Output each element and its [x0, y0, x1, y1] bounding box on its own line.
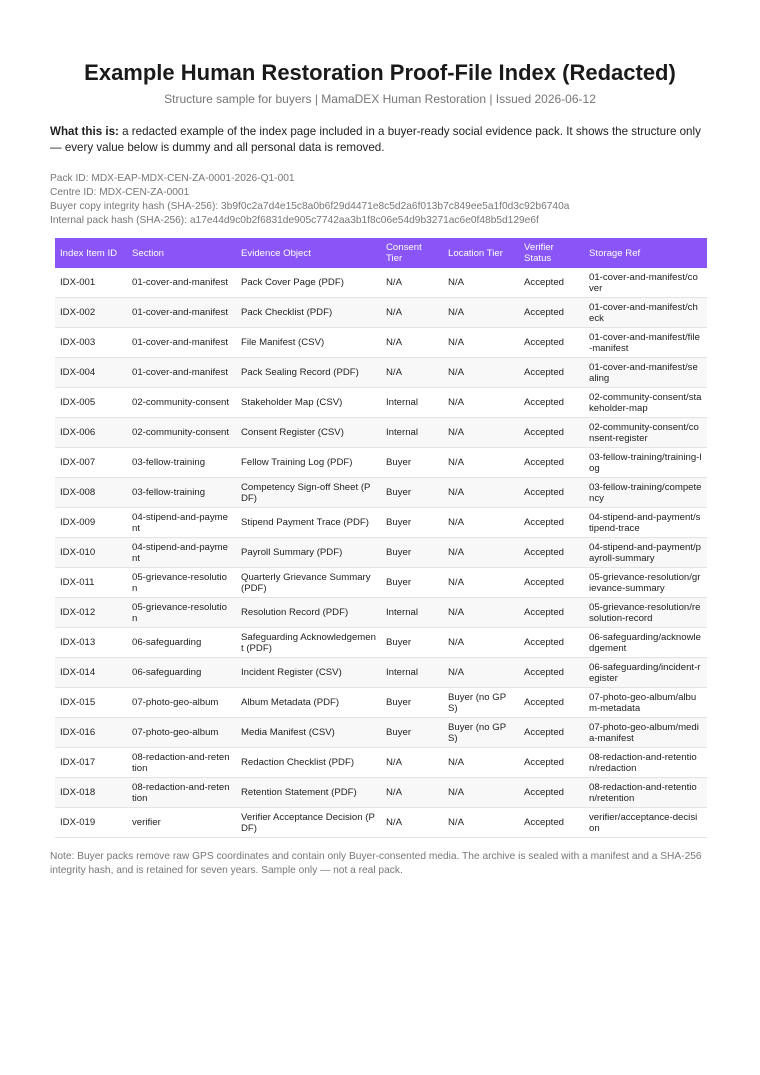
- index-item-id-cell: IDX-001: [55, 268, 127, 298]
- verifier-status-cell: Accepted: [519, 358, 584, 388]
- table-row: [55, 778, 707, 808]
- index-item-id-cell: IDX-004: [55, 358, 127, 388]
- location-tier-cell: N/A: [443, 658, 519, 688]
- verifier-status-cell: Accepted: [519, 298, 584, 328]
- evidence-object-cell: Payroll Summary (PDF): [236, 538, 381, 568]
- consent-tier-cell: N/A: [381, 358, 443, 388]
- location-tier-cell: N/A: [443, 448, 519, 478]
- section-cell: 01-cover-and-manifest: [127, 358, 236, 388]
- location-tier-cell: N/A: [443, 508, 519, 538]
- location-tier-cell: N/A: [443, 388, 519, 418]
- storage-ref-cell: 06-safeguarding/incident-register: [584, 658, 707, 688]
- column-header-evidence-object: Evidence Object: [236, 238, 381, 268]
- table-row: [55, 358, 707, 388]
- section-cell: 05-grievance-resolution: [127, 598, 236, 628]
- index-item-id-cell: IDX-010: [55, 538, 127, 568]
- column-header-location-tier: Location Tier: [443, 238, 519, 268]
- evidence-object-cell: Safeguarding Acknowledgement (PDF): [236, 628, 381, 658]
- storage-ref-cell: 07-photo-geo-album/album-metadata: [584, 688, 707, 718]
- storage-ref-cell: 04-stipend-and-payment/stipend-trace: [584, 508, 707, 538]
- index-item-id-cell: IDX-007: [55, 448, 127, 478]
- location-tier-cell: N/A: [443, 598, 519, 628]
- evidence-object-cell: Retention Statement (PDF): [236, 778, 381, 808]
- evidence-object-cell: Verifier Acceptance Decision (PDF): [236, 808, 381, 838]
- table-row: [55, 628, 707, 658]
- consent-tier-cell: Buyer: [381, 448, 443, 478]
- index-item-id-cell: IDX-019: [55, 808, 127, 838]
- section-cell: 02-community-consent: [127, 388, 236, 418]
- table-body: [55, 268, 707, 838]
- index-item-id-cell: IDX-014: [55, 658, 127, 688]
- location-tier-cell: N/A: [443, 808, 519, 838]
- table-row: [55, 418, 707, 448]
- storage-ref-cell: 01-cover-and-manifest/check: [584, 298, 707, 328]
- evidence-object-cell: Pack Sealing Record (PDF): [236, 358, 381, 388]
- evidence-object-cell: Stakeholder Map (CSV): [236, 388, 381, 418]
- pack-metadata: [50, 172, 710, 228]
- index-item-id-cell: IDX-005: [55, 388, 127, 418]
- intro-label: What this is:: [50, 125, 119, 138]
- index-item-id-cell: IDX-015: [55, 688, 127, 718]
- storage-ref-cell: 05-grievance-resolution/grievance-summary: [584, 568, 707, 598]
- consent-tier-cell: Internal: [381, 598, 443, 628]
- footer-note: Note: Buyer packs remove raw GPS coordinates and contain only Buyer-consented media. The archive is sealed with a manifest and a SHA-256 integrity hash, and is retained for seven years. Sample only — not a real pack.: [50, 851, 702, 876]
- consent-tier-cell: Internal: [381, 418, 443, 448]
- table-row: [55, 718, 707, 748]
- index-item-id-cell: IDX-017: [55, 748, 127, 778]
- consent-tier-cell: Buyer: [381, 628, 443, 658]
- storage-ref-cell: 01-cover-and-manifest/sealing: [584, 358, 707, 388]
- evidence-object-cell: Incident Register (CSV): [236, 658, 381, 688]
- table-row: [55, 328, 707, 358]
- table-row: [55, 508, 707, 538]
- location-tier-cell: N/A: [443, 538, 519, 568]
- consent-tier-cell: N/A: [381, 298, 443, 328]
- location-tier-cell: N/A: [443, 778, 519, 808]
- evidence-object-cell: Consent Register (CSV): [236, 418, 381, 448]
- index-item-id-cell: IDX-009: [55, 508, 127, 538]
- verifier-status-cell: Accepted: [519, 508, 584, 538]
- verifier-status-cell: Accepted: [519, 658, 584, 688]
- storage-ref-cell: verifier/acceptance-decision: [584, 808, 707, 838]
- consent-tier-cell: Buyer: [381, 718, 443, 748]
- evidence-object-cell: Pack Checklist (PDF): [236, 298, 381, 328]
- verifier-status-cell: Accepted: [519, 628, 584, 658]
- table-row: [55, 688, 707, 718]
- consent-tier-cell: Buyer: [381, 688, 443, 718]
- location-tier-cell: Buyer (no GPS): [443, 718, 519, 748]
- table-row: [55, 448, 707, 478]
- evidence-object-cell: Pack Cover Page (PDF): [236, 268, 381, 298]
- location-tier-cell: N/A: [443, 418, 519, 448]
- section-cell: 06-safeguarding: [127, 658, 236, 688]
- evidence-object-cell: Resolution Record (PDF): [236, 598, 381, 628]
- verifier-status-cell: Accepted: [519, 418, 584, 448]
- section-cell: 06-safeguarding: [127, 628, 236, 658]
- table-row: [55, 808, 707, 838]
- index-item-id-cell: IDX-012: [55, 598, 127, 628]
- index-item-id-cell: IDX-013: [55, 628, 127, 658]
- pack-id: Pack ID: MDX-EAP-MDX-CEN-ZA-0001-2026-Q1-001: [50, 173, 295, 184]
- internal-pack-hash: Internal pack hash (SHA-256): a17e44d9c0b2f6831de905c7742aa3b1f8c06e54d9b3271ac6e0f48b5d129e6f: [50, 215, 539, 226]
- verifier-status-cell: Accepted: [519, 748, 584, 778]
- location-tier-cell: N/A: [443, 298, 519, 328]
- index-item-id-cell: IDX-006: [55, 418, 127, 448]
- intro-paragraph: [50, 124, 710, 156]
- location-tier-cell: N/A: [443, 568, 519, 598]
- verifier-status-cell: Accepted: [519, 808, 584, 838]
- location-tier-cell: N/A: [443, 358, 519, 388]
- buyer-integrity-hash: Buyer copy integrity hash (SHA-256): 3b9f0c2a7d4e15c8a0b6f29d4471e8c5d2a6f013b7c849ee5a1f0d3c92b6740a: [50, 201, 570, 212]
- table-row: [55, 598, 707, 628]
- section-cell: 07-photo-geo-album: [127, 718, 236, 748]
- index-item-id-cell: IDX-016: [55, 718, 127, 748]
- section-cell: 01-cover-and-manifest: [127, 328, 236, 358]
- location-tier-cell: N/A: [443, 628, 519, 658]
- evidence-object-cell: Album Metadata (PDF): [236, 688, 381, 718]
- storage-ref-cell: 01-cover-and-manifest/cover: [584, 268, 707, 298]
- location-tier-cell: N/A: [443, 478, 519, 508]
- location-tier-cell: N/A: [443, 268, 519, 298]
- consent-tier-cell: Buyer: [381, 508, 443, 538]
- section-cell: 08-redaction-and-retention: [127, 748, 236, 778]
- consent-tier-cell: Buyer: [381, 478, 443, 508]
- storage-ref-cell: 06-safeguarding/acknowledgement: [584, 628, 707, 658]
- index-item-id-cell: IDX-003: [55, 328, 127, 358]
- storage-ref-cell: 08-redaction-and-retention/redaction: [584, 748, 707, 778]
- page-title: Example Human Restoration Proof-File Index (Redacted): [84, 60, 676, 85]
- table-row: [55, 268, 707, 298]
- index-table: [55, 238, 707, 838]
- evidence-object-cell: Redaction Checklist (PDF): [236, 748, 381, 778]
- index-item-id-cell: IDX-008: [55, 478, 127, 508]
- location-tier-cell: N/A: [443, 328, 519, 358]
- column-header-storage-ref: Storage Ref: [584, 238, 707, 268]
- table-row: [55, 538, 707, 568]
- consent-tier-cell: N/A: [381, 778, 443, 808]
- section-cell: 08-redaction-and-retention: [127, 778, 236, 808]
- verifier-status-cell: Accepted: [519, 568, 584, 598]
- table-row: [55, 388, 707, 418]
- table-row: [55, 658, 707, 688]
- storage-ref-cell: 05-grievance-resolution/resolution-record: [584, 598, 707, 628]
- consent-tier-cell: N/A: [381, 328, 443, 358]
- section-cell: 05-grievance-resolution: [127, 568, 236, 598]
- storage-ref-cell: 08-redaction-and-retention/retention: [584, 778, 707, 808]
- section-cell: 01-cover-and-manifest: [127, 298, 236, 328]
- consent-tier-cell: Buyer: [381, 538, 443, 568]
- storage-ref-cell: 02-community-consent/stakeholder-map: [584, 388, 707, 418]
- verifier-status-cell: Accepted: [519, 718, 584, 748]
- evidence-object-cell: Fellow Training Log (PDF): [236, 448, 381, 478]
- consent-tier-cell: Internal: [381, 658, 443, 688]
- table-row: [55, 748, 707, 778]
- index-item-id-cell: IDX-011: [55, 568, 127, 598]
- verifier-status-cell: Accepted: [519, 598, 584, 628]
- verifier-status-cell: Accepted: [519, 328, 584, 358]
- column-header-section: Section: [127, 238, 236, 268]
- evidence-object-cell: Quarterly Grievance Summary (PDF): [236, 568, 381, 598]
- verifier-status-cell: Accepted: [519, 388, 584, 418]
- table-row: [55, 298, 707, 328]
- evidence-object-cell: Competency Sign-off Sheet (PDF): [236, 478, 381, 508]
- column-header-index-item-id: Index Item ID: [55, 238, 127, 268]
- verifier-status-cell: Accepted: [519, 448, 584, 478]
- storage-ref-cell: 03-fellow-training/competency: [584, 478, 707, 508]
- consent-tier-cell: Internal: [381, 388, 443, 418]
- intro-text: a redacted example of the index page included in a buyer-ready social evidence pack. It shows the structure only — every value below is dummy and all personal data is removed.: [50, 125, 701, 154]
- consent-tier-cell: N/A: [381, 268, 443, 298]
- consent-tier-cell: N/A: [381, 748, 443, 778]
- page-subtitle: Structure sample for buyers | MamaDEX Human Restoration | Issued 2026-06-12: [164, 92, 596, 106]
- section-cell: 01-cover-and-manifest: [127, 268, 236, 298]
- location-tier-cell: Buyer (no GPS): [443, 688, 519, 718]
- verifier-status-cell: Accepted: [519, 688, 584, 718]
- centre-id: Centre ID: MDX-CEN-ZA-0001: [50, 187, 190, 198]
- table-row: [55, 478, 707, 508]
- table-row: [55, 568, 707, 598]
- section-cell: 04-stipend-and-payment: [127, 508, 236, 538]
- section-cell: 04-stipend-and-payment: [127, 538, 236, 568]
- storage-ref-cell: 01-cover-and-manifest/file-manifest: [584, 328, 707, 358]
- index-item-id-cell: IDX-002: [55, 298, 127, 328]
- column-header-verifier-status: Verifier Status: [519, 238, 584, 268]
- section-cell: 07-photo-geo-album: [127, 688, 236, 718]
- storage-ref-cell: 03-fellow-training/training-log: [584, 448, 707, 478]
- table-header-row: [55, 238, 707, 268]
- consent-tier-cell: N/A: [381, 808, 443, 838]
- storage-ref-cell: 07-photo-geo-album/media-manifest: [584, 718, 707, 748]
- evidence-object-cell: Media Manifest (CSV): [236, 718, 381, 748]
- evidence-object-cell: File Manifest (CSV): [236, 328, 381, 358]
- verifier-status-cell: Accepted: [519, 778, 584, 808]
- consent-tier-cell: Buyer: [381, 568, 443, 598]
- section-cell: 03-fellow-training: [127, 448, 236, 478]
- storage-ref-cell: 04-stipend-and-payment/payroll-summary: [584, 538, 707, 568]
- section-cell: 02-community-consent: [127, 418, 236, 448]
- section-cell: 03-fellow-training: [127, 478, 236, 508]
- section-cell: verifier: [127, 808, 236, 838]
- evidence-object-cell: Stipend Payment Trace (PDF): [236, 508, 381, 538]
- verifier-status-cell: Accepted: [519, 538, 584, 568]
- verifier-status-cell: Accepted: [519, 268, 584, 298]
- storage-ref-cell: 02-community-consent/consent-register: [584, 418, 707, 448]
- verifier-status-cell: Accepted: [519, 478, 584, 508]
- location-tier-cell: N/A: [443, 748, 519, 778]
- column-header-consent-tier: Consent Tier: [381, 238, 443, 268]
- index-item-id-cell: IDX-018: [55, 778, 127, 808]
